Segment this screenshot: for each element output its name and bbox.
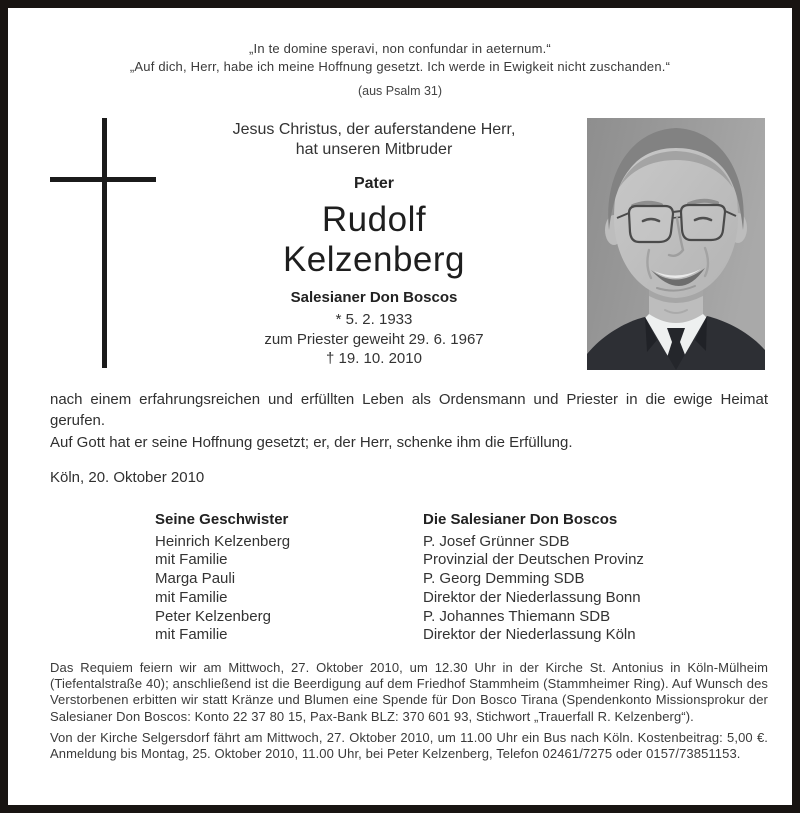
salesian-line: P. Georg Demming SDB [423,570,585,588]
title-pater: Pater [353,175,395,192]
mourner-line: Peter Kelzenberg [155,607,271,625]
salesians-header: Die Salesianer Don Boscos [423,511,618,528]
portrait-photo [587,118,765,370]
salesian-line: Direktor der Niederlassung Bonn [423,588,641,606]
mourner-line: Heinrich Kelzenberg [155,532,291,550]
intro-line-1: Jesus Christus, der auferstandene Herr, [232,121,516,138]
mourner-line: mit Familie [155,588,228,606]
deceased-first-name: Rudolf [321,200,427,239]
obituary-text: nach einem erfahrungsreichen und erfüllten Leben als Ordensmann und Priester in die ewige Heimat gerufen. [50,391,768,429]
latin-quote: „In te domine speravi, non confundar in aeternum.“ [249,41,551,56]
cross-vertical-bar [102,118,107,368]
salesian-line: Direktor der Niederlassung Köln [423,626,636,644]
psalm-quote-block [8,41,792,99]
mourner-line: mit Familie [155,551,228,569]
deceased-last-name: Kelzenberg [282,240,466,279]
cross-horizontal-bar [50,177,156,182]
order-name: Salesianer Don Boscos [290,289,458,306]
psalm-source: (aus Psalm 31) [357,84,443,98]
salesians-column [423,511,644,645]
announcement-block [190,120,558,369]
birth-date: * 5. 2. 1933 [335,311,413,328]
siblings-column [155,511,290,645]
requiem-info: Das Requiem feiern wir am Mittwoch, 27. Oktober 2010, um 12.30 Uhr in der Kirche St. Antonius in Köln-Mülheim (Tiefentalstraße 40); anschließend ist die Beerdigung auf dem Friedhof Stammheim (Stammheimer Ring). Auf Wunsch des Verstorbenen erbitten wir statt Kränze und Blumen eine Spende für Don Bosco Tirana (Spendenkonto Missionsprokur der Salesianer Don Boscos: Konto 22 37 80 15, Pax-Bank BLZ: 370 601 93, Stichwort „Trauerfall R. Kelzenberg“). [50,660,768,724]
obituary-body [50,389,768,453]
ordination-date: zum Priester geweiht 29. 6. 1967 [264,330,484,348]
mourner-line: mit Familie [155,626,228,644]
hope-text: Auf Gott hat er seine Hoffnung gesetzt; er, der Herr, schenke ihm die Erfüllung. [50,434,573,451]
bus-info: Von der Kirche Selgersdorf fährt am Mittwoch, 27. Oktober 2010, um 11.00 Uhr ein Bus nach Köln. Kostenbeitrag: 5,00 €. Anmeldung bis Montag, 25. Oktober 2010, 11.00 Uhr, bei Peter Kelzenberg, Telefon 02461/7275 oder 0157/73851153. [50,729,768,762]
death-date: † 19. 10. 2010 [326,350,422,367]
salesian-line: Provinzial der Deutschen Provinz [423,551,644,569]
german-quote: „Auf dich, Herr, habe ich meine Hoffnung gesetzt. Ich werde in Ewigkeit nicht zuschanden.“ [129,59,671,74]
siblings-header: Seine Geschwister [155,511,289,528]
salesian-line: P. Johannes Thiemann SDB [423,607,611,625]
mourner-line: Marga Pauli [155,570,236,588]
dateline: Köln, 20. Oktober 2010 [50,469,205,486]
salesian-line: P. Josef Grünner SDB [423,532,570,550]
intro-line-2: hat unseren Mitbruder [295,141,453,158]
funeral-info-block [50,660,768,762]
